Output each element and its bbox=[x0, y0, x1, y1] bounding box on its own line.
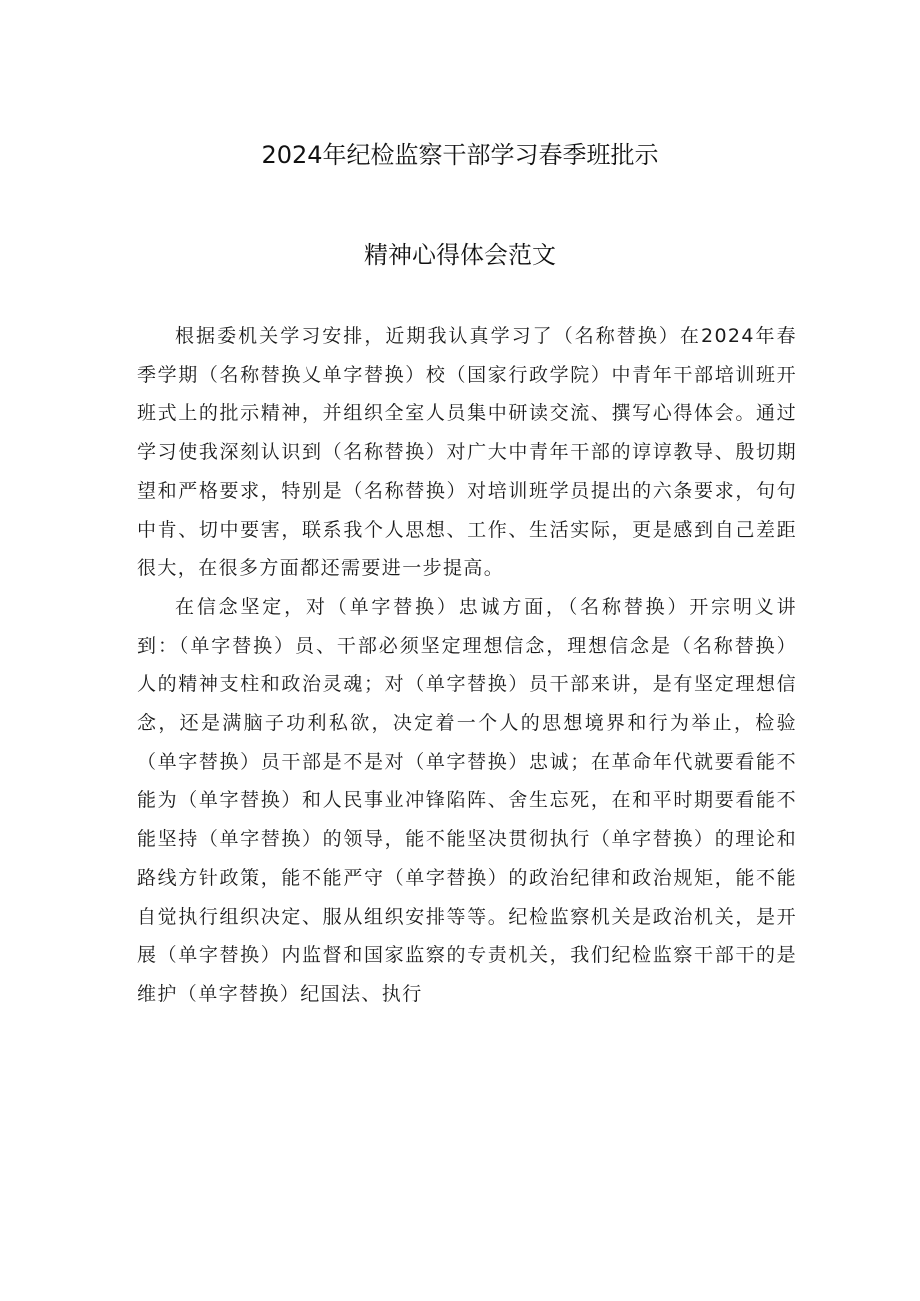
paragraph-1: 根据委机关学习安排，近期我认真学习了（名称替换）在2024年春季学期（名称替换乂单字替换）校（国家行政学院）中青年干部培训班开班式上的批示精神，并组织全室人员集中研读交流、撰写心得体会。通过学习使我深刻认识到（名称替换）对广大中青年干部的谆谆教导、殷切期望和严格要求，特别是（名称替换）对培训班学员提出的六条要求，句句中肯、切中要害，联系我个人思想、工作、生活实际，更是感到自己差距很大，在很多方面都还需要进一步提高。 bbox=[137, 325, 797, 580]
document-title-line-1: 2024年纪检监察干部学习春季班批示 bbox=[261, 141, 659, 169]
paragraph-2: 在信念坚定，对（单字替换）忠诚方面，（名称替换）开宗明义讲到：（单字替换）员、干部必须坚定理想信念，理想信念是（名称替换）人的精神支柱和政治灵魂；对（单字替换）员干部来讲，是有坚定理想信念，还是满脑子功利私欲，决定着一个人的思想境界和行为举止，检验（单字替换）员干部是不是对（单字替换）忠诚；在革命年代就要看能不能为（单字替换）和人民事业冲锋陷阵、舍生忘死，在和平时期要看能不能坚持（单字替换）的领导，能不能坚决贯彻执行（单字替换）的理论和路线方针政策，能不能严守（单字替换）的政治纪律和政治规矩，能不能自觉执行组织决定、服从组织安排等等。纪检监察机关是政治机关，是开展（单字替换）内监督和国家监察的专责机关，我们纪检监察干部干的是维护（单字替换）纪国法、执行 bbox=[137, 595, 797, 1005]
document-body bbox=[137, 317, 797, 1014]
document-title-line-2: 精神心得体会范文 bbox=[364, 241, 556, 269]
